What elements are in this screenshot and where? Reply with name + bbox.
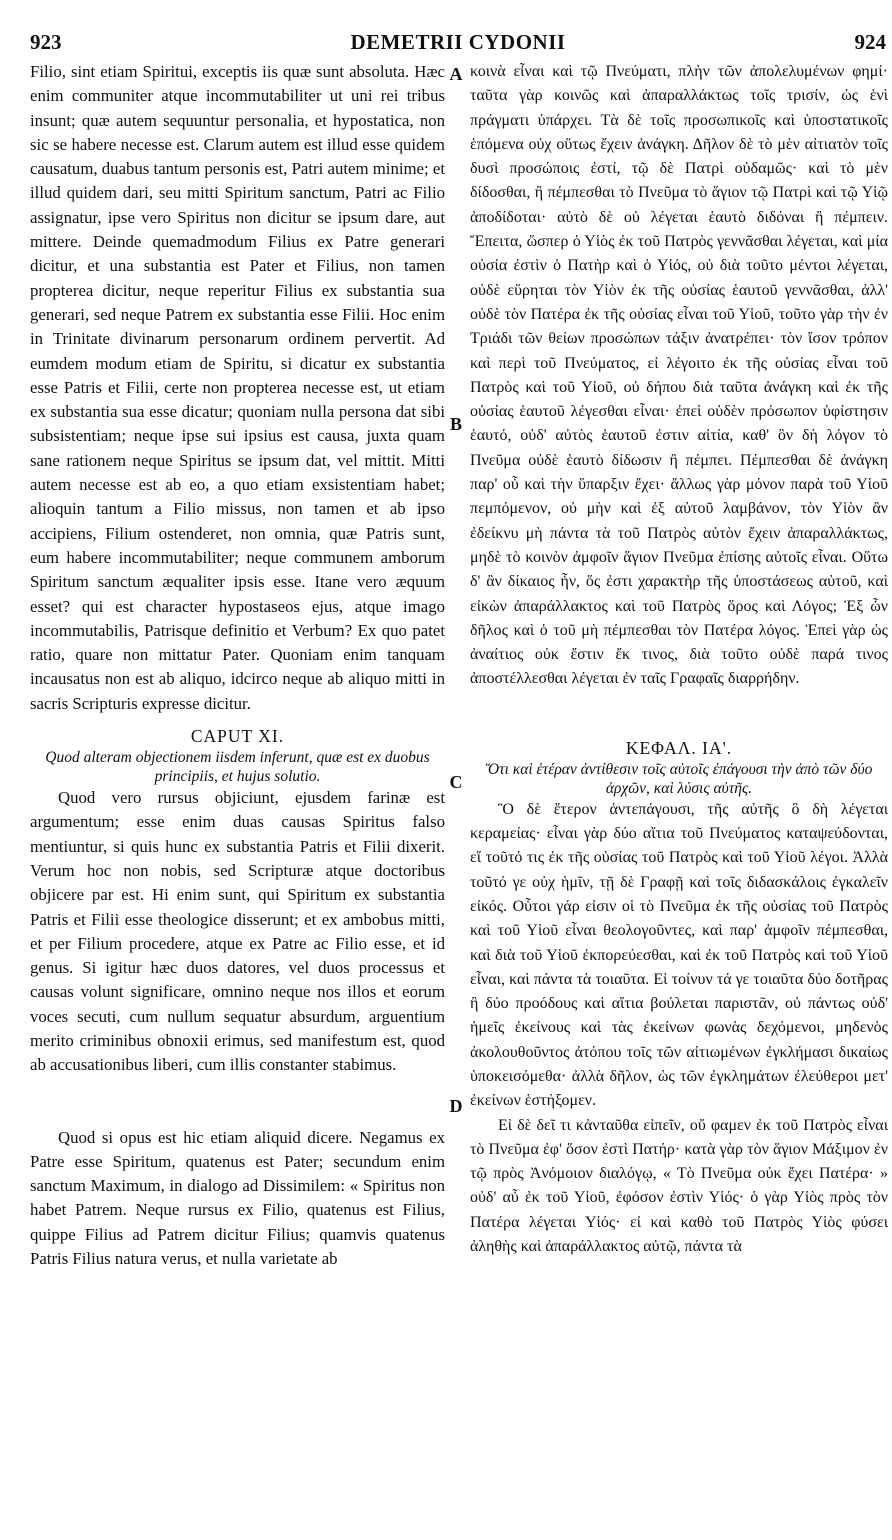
margin-letter-c: C xyxy=(449,772,463,792)
running-header xyxy=(30,30,886,56)
margin-letter-b: B xyxy=(449,414,462,434)
latin-chapter-summary: Quod alteram objectionem iisdem inferunt, quæ est ex duobus principiis, et hujus solutio. xyxy=(45,749,430,786)
page-number-right: 924 xyxy=(854,30,886,54)
latin-chapter-heading: CAPUT XI. xyxy=(190,726,285,747)
margin-letter-a: A xyxy=(449,64,463,84)
greek-chapter-heading: ΚΕΦΑΛ. ΙΑ'. xyxy=(625,737,733,758)
page-number-left: 923 xyxy=(30,30,62,54)
greek-paragraph-2: Ὃ δὲ ἕτερον ἀντεπάγουσι, τῆς αὐτῆς ὃ δὴ λέγεται κεραμείας· εἶναι γὰρ δύο αἴτια τοῦ Πνεύματος καταψεύδονται, εἴ τοῦτό τις ἐκ τῆς οὐσίας τοῦ Πατρὸς καὶ τοῦ Υἱοῦ λέγοι. Ἀλλὰ τοῦτό γε οὐχ ἡμῖν, τῇ δὲ Γραφῇ καὶ τοῖς διδασκάλοις ἐγκαλεῖν εἰκός. Οὗτοι γάρ εἰσιν οἱ τὸ Πνεῦμα ἐκ τῆς οὐσίας τοῦ Πατρὸς καὶ τοῦ Υἱοῦ εἶναι θεολογοῦντες, καὶ παρ' ἀμφοῖν πέμπεσθαι, καὶ διὰ τοῦ Υἱοῦ ἐκπορεύεσθαι, καὶ ἐκ τοῦ Πατρὸς καὶ τοῦ Υἱοῦ εἶναι, καὶ πάντα τὰ τοιαῦτα. Εἰ τοίνυν τά γε τοιαῦτα δύο δοτῆρας ἢ δύο προόδους καὶ αἴτια βούλεται παριστᾶν, οὐ πάντως οὐδ' ἡμεῖς ἐκείνους καὶ τὰς ἐκείνων φωνὰς δεχόμενοι, μηδενὸς ἀκολουθοῦντος ἀτόπου τοῖς τῶν αἰτιωμένων ἐγκλήμασι δικαίως ὑποκεισόμεθα· ἀλλὰ δῆλον, ὡς τῶν ἐγκλημάτων ἐλεύθεροι μετ' ἐκείνων ἑστήξομεν. xyxy=(470,800,888,1110)
greek-chapter-summary: Ὅτι καὶ ἑτέραν ἀντίθεσιν τοῖς αὐτοῖς ἐπάγουσι τὴν ἀπὸ τῶν δύο ἀρχῶν, καὶ λύσις αὐτῆς. xyxy=(485,760,873,797)
running-title: DEMETRII CYDONII xyxy=(350,30,566,54)
margin-letter-d: D xyxy=(449,1096,463,1116)
greek-paragraph-3: Εἰ δὲ δεῖ τι κἀνταῦθα εἰπεῖν, οὔ φαμεν ἐκ τοῦ Πατρὸς εἶναι τὸ Πνεῦμα ἐφ' ὅσον ἐστὶ Πατήρ· κατὰ γὰρ τὸν ἅγιον Μάξιμον ἐν τῷ πρὸς Ἀνόμοιον διαλόγῳ, « Τὸ Πνεῦμα οὐκ ἔχει Πατέρα· » οὐδ' αὖ ἐκ τοῦ Υἱοῦ, ἐφόσον ἐστὶν Υἱός· ὁ γὰρ Υἱὸς πρὸς τὸν Πατέρα λέγεται Υἱός· εἰ καὶ καθὸ τοῦ Πατρὸς Υἱὸς φύσει ἀληθὴς καὶ ἀπαράλλακτος αὐτῷ, πάντα τὰ xyxy=(470,1116,888,1256)
latin-paragraph-2: Quod vero rursus objiciunt, ejusdem farinæ est argumentum; esse enim duas causas Spiritus falso mentiuntur, si quis hunc ex substantia Patris et Filii dixerit. Verum hoc non nobis, sed Scripturæ atque doctoribus objicere par est. Hi enim sunt, qui Spiritum ex substantia Patris et Filii esse theologice disserunt; et ex ambobus mitti, et per Filium procedere, atque ex Patre ac Filio esse, et id genus. Si igitur hæc duos datores, vel duos processus et causas volunt significare, omnino neque nos illos et eorum voces secuti, cum nullum sequatur absurdum, arguentium merito criminibus obnoxii erimus, sed manifestum est, quod ab accusationibus liberi, cum illis constanter stabimus. xyxy=(30,788,445,1075)
latin-paragraph-3: Quod si opus est hic etiam aliquid dicere. Negamus ex Patre esse Spiritum, quatenus est Pater; secundum enim sanctum Maximum, in dialogo ad Dissimilem: « Spiritus non habet Patrem. Neque rursus ex Filio, quatenus est Filius, quippe Filius ad Patrem dicitur Filius; quamvis quatenus Patris Filius natura verus, et nulla varietate ab xyxy=(30,1127,445,1269)
latin-column xyxy=(30,60,445,1271)
greek-column xyxy=(470,60,888,1259)
greek-paragraph-1: κοινὰ εἶναι καὶ τῷ Πνεύματι, πλὴν τῶν ἀπολελυμένων φημί· ταῦτα γὰρ κοινῶς καὶ ἀπαραλλάκτως τοῖς τρισίν, ὡς ἑνὶ πράγματι ὑπάρχει. Τὰ δὲ τοῖς προσωπικοῖς καὶ ὑποστατικοῖς ἑπόμενα οὐχ οὕτως ἔχειν ἀνάγκη. Δῆλον δὲ τὸ μὲν αἰτιατὸν τοῖς δυσὶ προσώποις ἐστί, τῷ δὲ Πατρὶ οὐδαμῶς· καὶ τὸ μὲν δίδοσθαι, ἢ πέμπεσθαι τὸ Πνεῦμα τὸ ἅγιον τῷ Πατρὶ καὶ τῷ Υἱῷ ἀποδίδοται· αὐτὸ δὲ οὐ λέγεται ἑαυτὸ διδόναι ἢ πέμπειν. Ἔπειτα, ὥσπερ ὁ Υἱὸς ἐκ τοῦ Πατρὸς γεννᾶσθαι λέγεται, καὶ μία οὐσία ἐστὶν ὁ Πατὴρ καὶ ὁ Υἱός, οὐ διὰ τοῦτο μέντοι λέγεται, οὐδὲ εὕρηται τὸν Υἱὸν ἐκ τῆς οὐσίας ἑαυτοῦ γεννᾶσθαι, ἀλλ' οὐδὲ τὸν Πατέρα ἐκ τῆς οὐσίας εἶναι τοῦ Υἱοῦ, τοῦτο γὰρ τὴν ἐν Τριάδι τῶν θείων προσώπων τάξιν ἀνατρέπει· τὸν ἴσον τρόπον καὶ περὶ τοῦ Πνεύματος, εἰ λέγοιτο ἐκ τῆς οὐσίας εἶναι τοῦ Πατρὸς καὶ τοῦ Υἱοῦ, οὐ δήπου διὰ ταῦτα ἀνάγκη καὶ ἐκ τῆς οὐσίας ἑαυτοῦ λέγεσθαι εἶναι· ἐπεὶ οὐδὲν πρόσωπον ὑφίστησιν ἑαυτό, οὐδ' αὐτὸς ἑαυτοῦ ἐστιν αἰτία, καθ' ὃν δὴ λόγον τὸ Πνεῦμα οὐδὲ ἑαυτὸ δίδωσιν ἢ πέμπει. Πέμπεσθαι δὲ ἀνάγκη παρ' οὗ καὶ τὴν ὕπαρξιν ἔχει· ἄλλως γὰρ μόνον παρὰ τοῦ Υἱοῦ πεμπόμενον, οὐ μὴν καὶ ἐξ αὐτοῦ λαμβάνον, τὸν Υἱὸν ἂν ἐδείκνυ μὴ πάντα τὰ τοῦ Πατρὸς αὐτὸν ἔχειν ἀπαραλλάκτως, μηδὲ τὸ κοινὸν ἀμφοῖν ἅγιον Πνεῦμα ἐπίσης αὐτοῖς εἶναι. Οὕτω δ' ἂν δίκαιος ἦν, ὅς ἐστι χαρακτὴρ τῆς ὑποστάσεως αὐτοῦ, καὶ εἰκὼν ἀπαράλλακτος καὶ τοῦ Πατρὸς ὅρος καὶ Λόγος; Ἐξ ὧν δῆλος καὶ ὁ τοῦ μὴ πέμπεσθαι τὸν Πατέρα λόγος. Ἐπεὶ γὰρ ὡς ἀναίτιος οὐκ ἔστιν ἔκ τινος, διὰ τοῦτο οὐδὲ παρά τινος ἀποστέλλεσθαι λέγεται ἐν ταῖς Γραφαῖς διαρρήδην. xyxy=(470,63,888,688)
latin-paragraph-1: Filio, sint etiam Spiritui, exceptis iis quæ sunt absoluta. Hæc enim communiter atque incommutabiliter ut uni rei tribus insunt; quæ autem sequuntur personalia, et hypostatica, non sic se habere necesse est. Clarum autem est illud esse quidem causatum, duabus tantum personis est, Patri autem minime; et illud quidem dari, seu mitti Spiritum sanctum, Patri ac Filio assignatur, ipse vero Spiritus non dicitur se ipsum dare, aut mittere. Deinde quemadmodum Filius ex Patre generari dicitur, et una substantia est Pater et Filius, non tamen propterea dicitur, neque reperitur Filius ex substantia sua generari, sed neque Patrem ex substantia esse Filii. Hoc enim in Trinitate divinarum personarum ordinem pervertit. Ad eumdem modum etiam de Spiritu, si dicatur ex substantia esse Patris et Filii, certe non propterea necesse est, ut etiam ex substantia sua esse dicatur; quoniam nulla persona dat sibi subsistentiam; neque ipse sui ipsius est causa, juxta quam sane rationem neque Spiritus se ipsum dat, vel mittit. Mitti autem necesse est ab eo, a quo etiam exsistentiam habet; alioquin tantum a Filio missus, non tamen et ab ipso accipiens, Filium ostenderet, non omnia, quæ Patris sunt, eum habere incommutabiliter; neque communem amborum Spiritum sanctum æqualiter ipsis esse. Itane vero æquum esset? qui est character hypostaseos ejus, atque imago incommutabilis, Patrisque definitio et Verbum? Ex quo patet ratio, quare non mittatur Pater. Quoniam enim tanquam incausatus non est ab aliquo, idcirco neque ab aliquo mitti in sacris Scripturis expresse dicitur. xyxy=(30,62,445,713)
